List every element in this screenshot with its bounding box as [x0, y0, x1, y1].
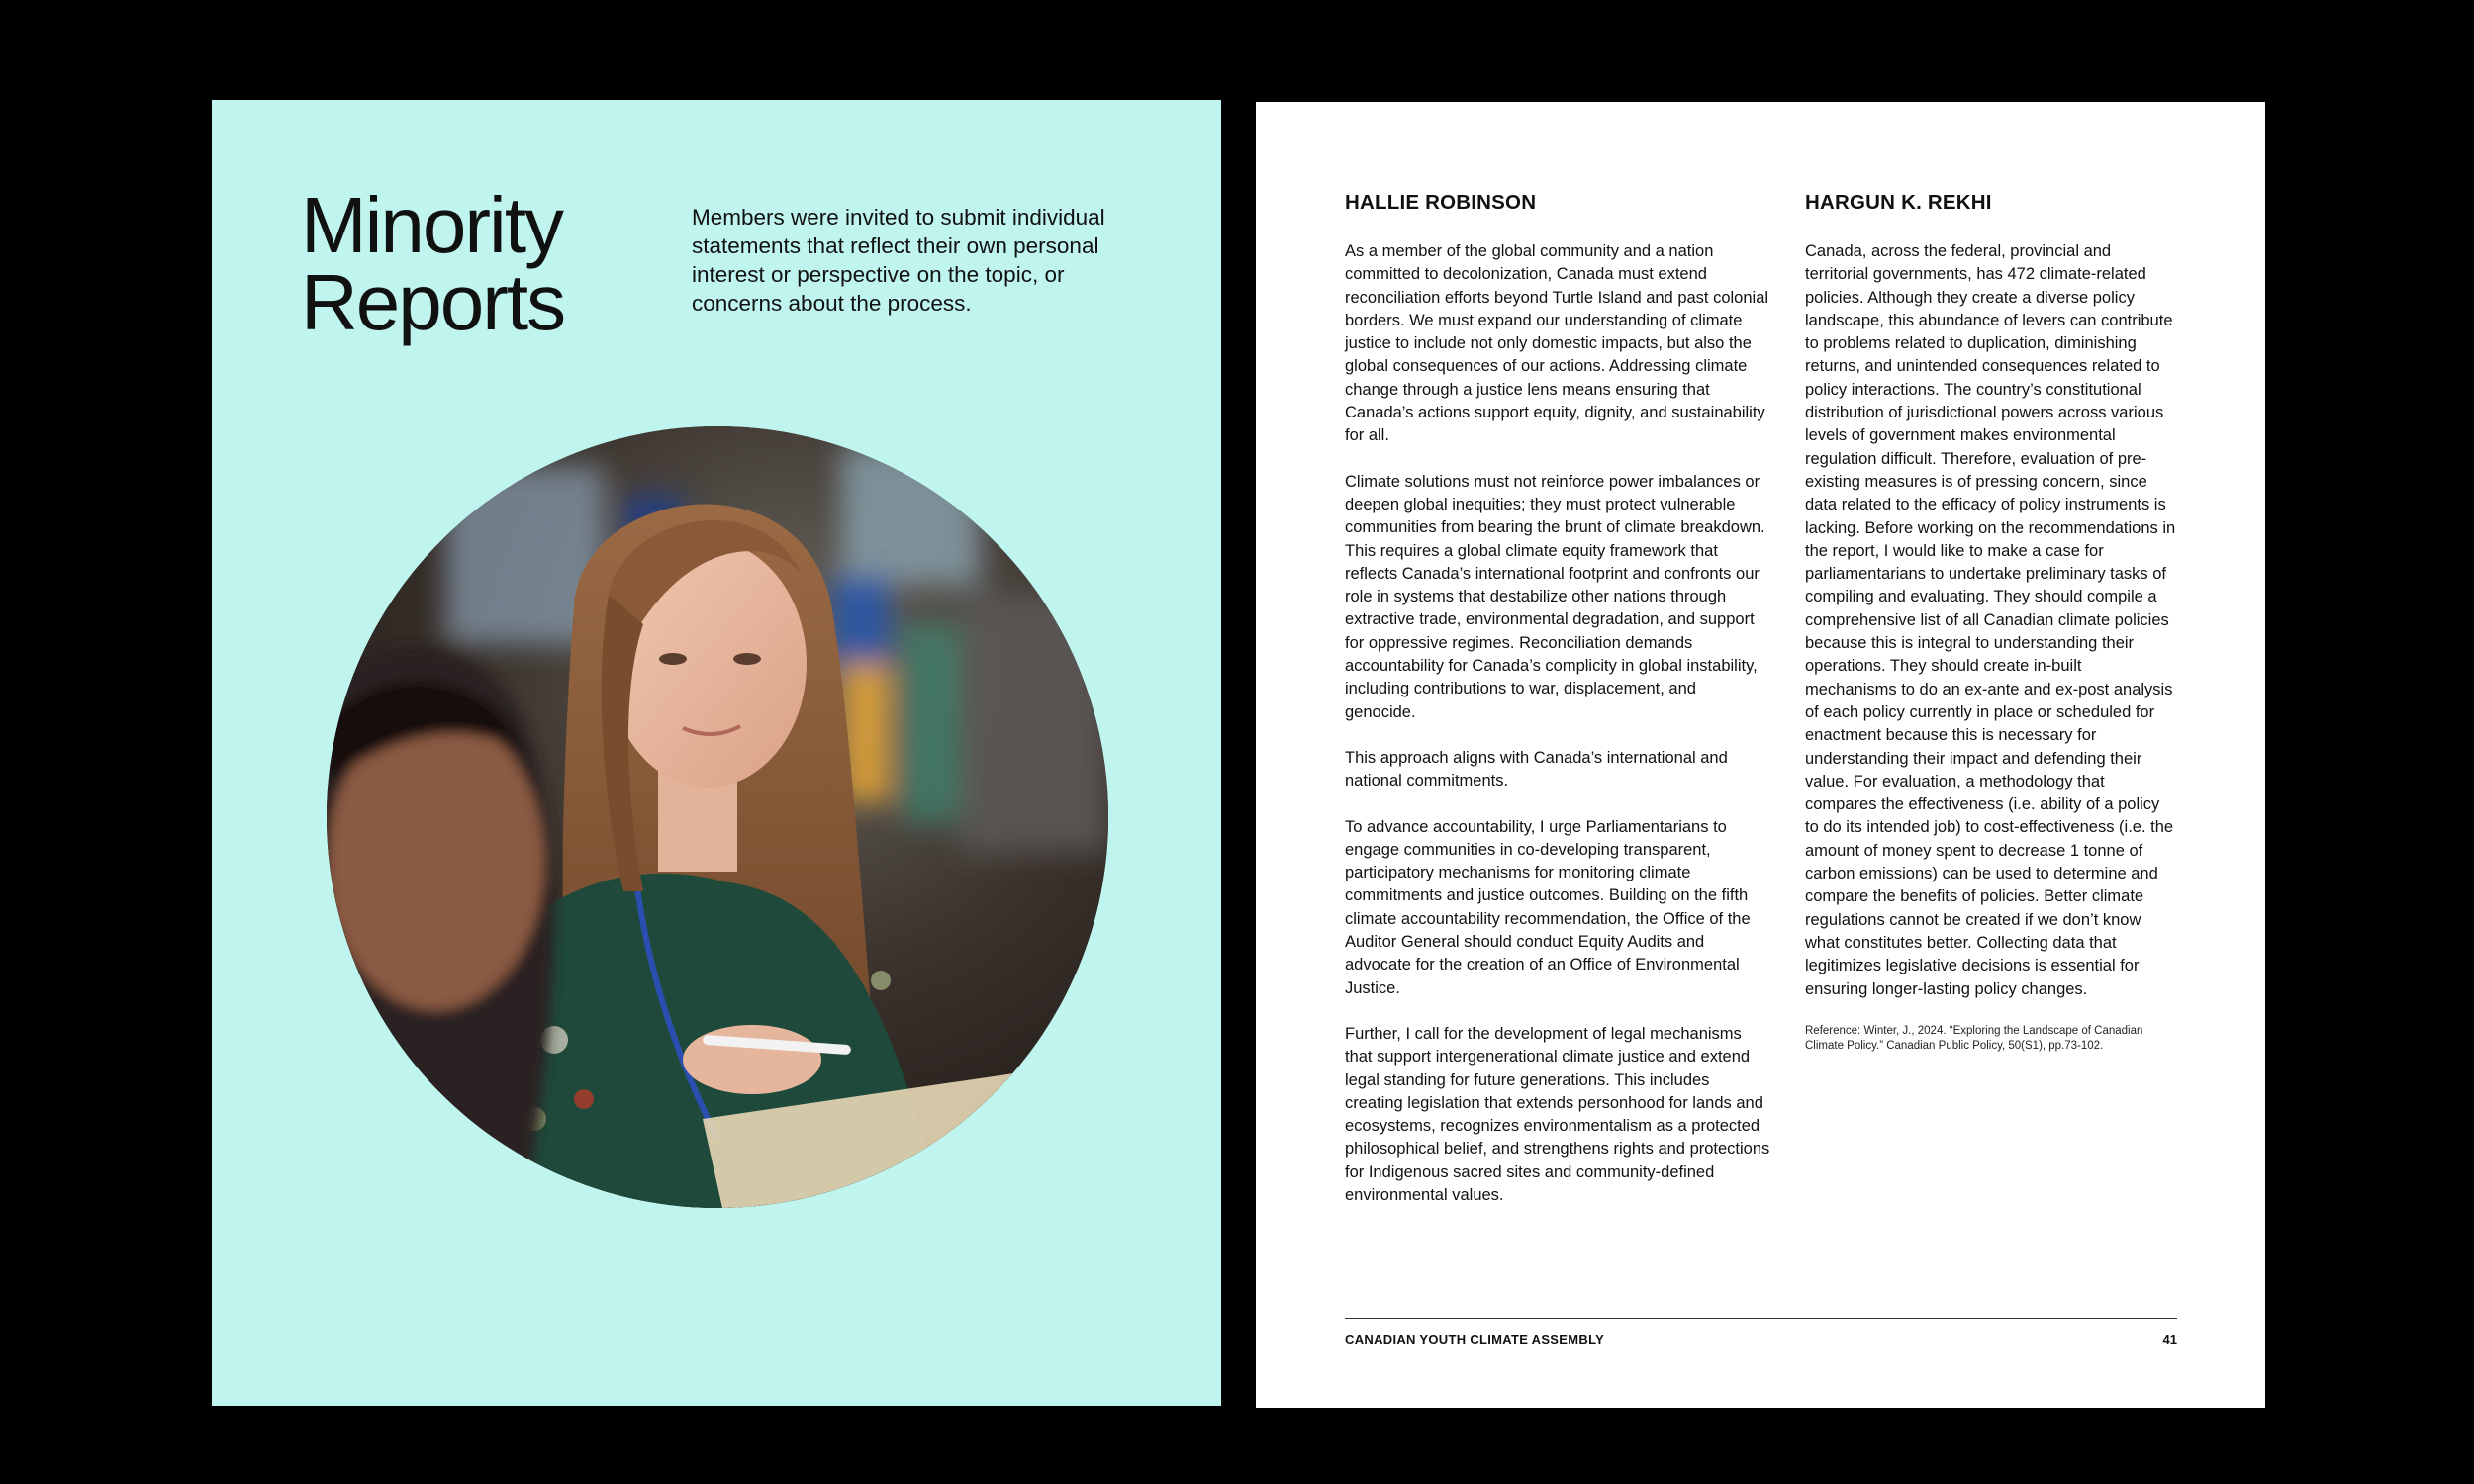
paragraph: As a member of the global community and a nation committed to decolonization, Canada must extend reconciliation efforts beyond Turtle Island and past colonial borders. We must expand our understanding of climate justice to include not only domestic impacts, but also the global consequences of our actions. Addressing climate change through a justice lens means ensuring that Canada’s actions support equity, dignity, and sustainability for all.	[1345, 242, 1769, 445]
author-name: HARGUN K. REKHI	[1805, 191, 1992, 214]
title-line-2: Reports	[301, 258, 565, 346]
title-line-1: Minority	[301, 181, 563, 269]
paragraph: Further, I call for the development of legal mechanisms that support intergenerational climate justice and extend legal standing for future generations. This includes creating legislation that extends personhood for lands and ecosystems, recognizes environmentalism as a protected philosophical belief, and strengthens rights and protections for Indigenous sacred sites and community-defined environmental values.	[1345, 1024, 1770, 1204]
portrait-illustration	[327, 426, 1108, 1208]
paragraph: To advance accountability, I urge Parliamentarians to engage communities in co-developing transparent, participatory mechanisms for monitoring climate commitments and justice outcomes. Building on the fifth climate accountability recommendation, the Office of the Auditor General should conduct Equity Audits and advocate for the creation of an Office of Environmental Justice.	[1345, 817, 1751, 997]
right-page	[1256, 102, 2265, 1408]
footer-publication: CANADIAN YOUTH CLIMATE ASSEMBLY	[1345, 1332, 1605, 1346]
left-page	[212, 100, 1221, 1406]
page-title	[301, 181, 565, 346]
footer-divider	[1345, 1318, 2177, 1319]
paragraph: This approach aligns with Canada’s international and national commitments.	[1345, 748, 1728, 790]
column-hargun-rekhi	[1805, 191, 2177, 1054]
paragraph: Canada, across the federal, provincial and territorial governments, has 472 climate-related policies. Although they create a diverse policy landscape, this abundance of levers can contribute to problems related to duplication, diminishing returns, and unintended consequences related to policy interactions. The country’s constitutional distribution of jurisdictional powers across various levels of government makes environmental regulation difficult. Therefore, evaluation of pre-existing measures is of pressing concern, since data related to the efficacy of policy instruments is lacking. Before working on the recommendations in the report, I would like to make a case for parliamentarians to undertake preliminary tasks of compiling and evaluating. They should compile a comprehensive list of all Canadian climate policies because this is integral to understanding their operations. They should create in-built mechanisms to do an ex-ante and ex-post analysis of each policy currently in place or scheduled for enactment because this is necessary for understanding their impact and defending their value. For evaluation, a methodology that compares the effectiveness (i.e. ability of a policy to do its intended job) to cost-effectiveness (i.e. the amount of money spent to decrease 1 tonne of carbon emissions) can be used to determine and compare the benefits of policies. Better climate regulations cannot be created if we don’t know what constitutes better. Collecting data that legitimizes legislative decisions is essential for ensuring longer-lasting policy changes.	[1805, 242, 2176, 998]
reference-note: Reference: Winter, J., 2024. “Exploring the Landscape of Canadian Climate Policy.” Canadian Public Policy, 50(S1), pp.73-102.	[1805, 1024, 2143, 1052]
author-name: HALLIE ROBINSON	[1345, 191, 1537, 214]
portrait-photo	[327, 426, 1108, 1208]
page-number: 41	[2162, 1332, 2177, 1346]
column-hallie-robinson	[1345, 191, 1770, 1230]
paragraph: Climate solutions must not reinforce power imbalances or deepen global inequities; they must protect vulnerable communities from bearing the brunt of climate breakdown. This requires a global climate equity framework that reflects Canada’s international footprint and confronts our role in systems that destabilize other nations through extractive trade, environmental degradation, and support for oppressive regimes. Reconciliation demands accountability for Canada’s complicity in global instability, including contributions to war, displacement, and genocide.	[1345, 472, 1765, 721]
intro-text: Members were invited to submit individual statements that reflect their own personal interest or perspective on the topic, or concerns about the process.	[692, 205, 1105, 316]
